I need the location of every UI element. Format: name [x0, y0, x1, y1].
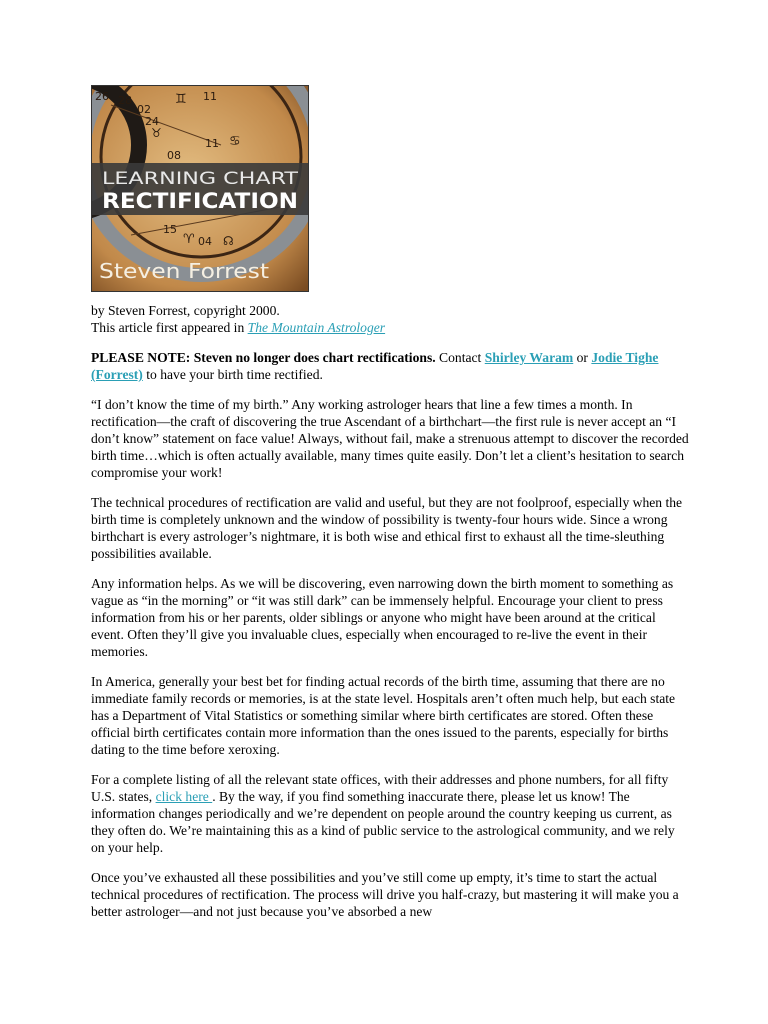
- paragraph-2: The technical procedures of rectification are valid and useful, but they are not foolproof, especially when the birth time is completely unknown and the window of possibility is twenty-four hours wide. Since a wrong birthchart is every astrologer’s nightmare, it is both wise and ethical first to exhaust all the time-sleuthing possibilities available.: [91, 495, 683, 561]
- click-here-link[interactable]: click here: [155, 789, 213, 804]
- paragraph-4: In America, generally your best bet for finding actual records of the birth time, assuming that there are no immediate family records or memories, is at the state level. Hospitals aren’t often much help, but each state has a Department of Vital Statistics or something similar where birth certificates are stored. Often these official birth certificates contain more information than the ones issued to the parents, especially for births dating to the time before xeroxing.: [91, 674, 676, 757]
- p5-before: For a complete listing of all the relevant state offices, with their addresses and phone numbers, for all fifty U.S. states,: [91, 772, 669, 804]
- note-contact: Contact: [435, 350, 485, 365]
- zodiac-degree-label: 28: [118, 94, 132, 107]
- zodiac-degree-label: 04: [198, 235, 212, 248]
- p5-after: . By the way, if you find something inaccurate there, please let us know! The information changes periodically and we’re dependent on people around the country keeping us current, as they often do. We’re maintaining this as a kind of public service to the astrological community, and we rely on your help.: [91, 789, 675, 855]
- book-cover-image: [91, 85, 309, 292]
- appeared-prefix: This article first appeared in: [91, 320, 248, 335]
- zodiac-degree-label: 02: [137, 103, 151, 116]
- mountain-astrologer-link[interactable]: The Mountain Astrologer: [247, 320, 386, 335]
- aries-symbol-icon: ♈: [183, 232, 195, 247]
- zodiac-degree-label: 26: [95, 90, 109, 103]
- cover-title-line1: LEARNING CHART: [102, 169, 299, 189]
- note-or: or: [573, 350, 592, 365]
- zodiac-degree-label: 11: [205, 137, 219, 150]
- node-symbol-icon: ☊: [223, 234, 234, 248]
- paragraph-1: “I don’t know the time of my birth.” Any working astrologer hears that line a few times a month. In rectification—the craft of discovering the true Ascendant of a birthchart—the first rule is never accept an “I don’t know” statement on face value! Always, without fail, make a strenuous attempt to discover the recorded birth time…which is often actually available, many times quite easily. Don’t let a client’s hesitation to search compromise your work!: [91, 397, 689, 480]
- taurus-symbol-icon: ♉: [151, 126, 162, 140]
- note-tail: to have your birth time rectified.: [142, 367, 323, 382]
- cover-author: Steven Forrest: [99, 259, 270, 283]
- zodiac-degree-label: 08: [167, 149, 181, 162]
- article: [91, 85, 691, 920]
- paragraph-3: Any information helps. As we will be discovering, even narrowing down the birth moment to something as vague as “in the morning” or “it was still dark” can be immensely helpful. Encourage your client to press information from his or her parents, older siblings or anyone who might have been around at the critical event. Often they’ll give you invaluable clues, especially when encouraged to re-live the event in their memories.: [91, 576, 674, 659]
- zodiac-degree-label: 15: [163, 223, 177, 236]
- cancer-symbol-icon: ♋: [229, 134, 241, 149]
- shirley-waram-link[interactable]: Shirley Waram: [484, 350, 574, 365]
- zodiac-degree-label: 11: [203, 90, 217, 103]
- paragraph-6: Once you’ve exhausted all these possibilities and you’ve still come up empty, it’s time to start the actual technical procedures of rectification. The process will drive you half-crazy, but mastering it will make you a better astrologer—and not just because you’ve absorbed a new: [91, 870, 679, 919]
- zodiac-degree-label: 24: [145, 115, 159, 128]
- cover-title-line2: RECTIFICATION: [102, 189, 298, 213]
- paragraph-5: [91, 771, 691, 856]
- note-bold-text: Steven no longer does chart rectifications.: [190, 350, 436, 365]
- byline-text: by Steven Forrest, copyright 2000.: [91, 303, 280, 318]
- jodie-tighe-link[interactable]: Jodie Tighe (Forrest): [91, 350, 659, 382]
- note-label: PLEASE NOTE:: [91, 350, 191, 365]
- gemini-symbol-icon: ♊: [175, 92, 187, 107]
- please-note: [91, 349, 691, 383]
- byline: [91, 302, 691, 336]
